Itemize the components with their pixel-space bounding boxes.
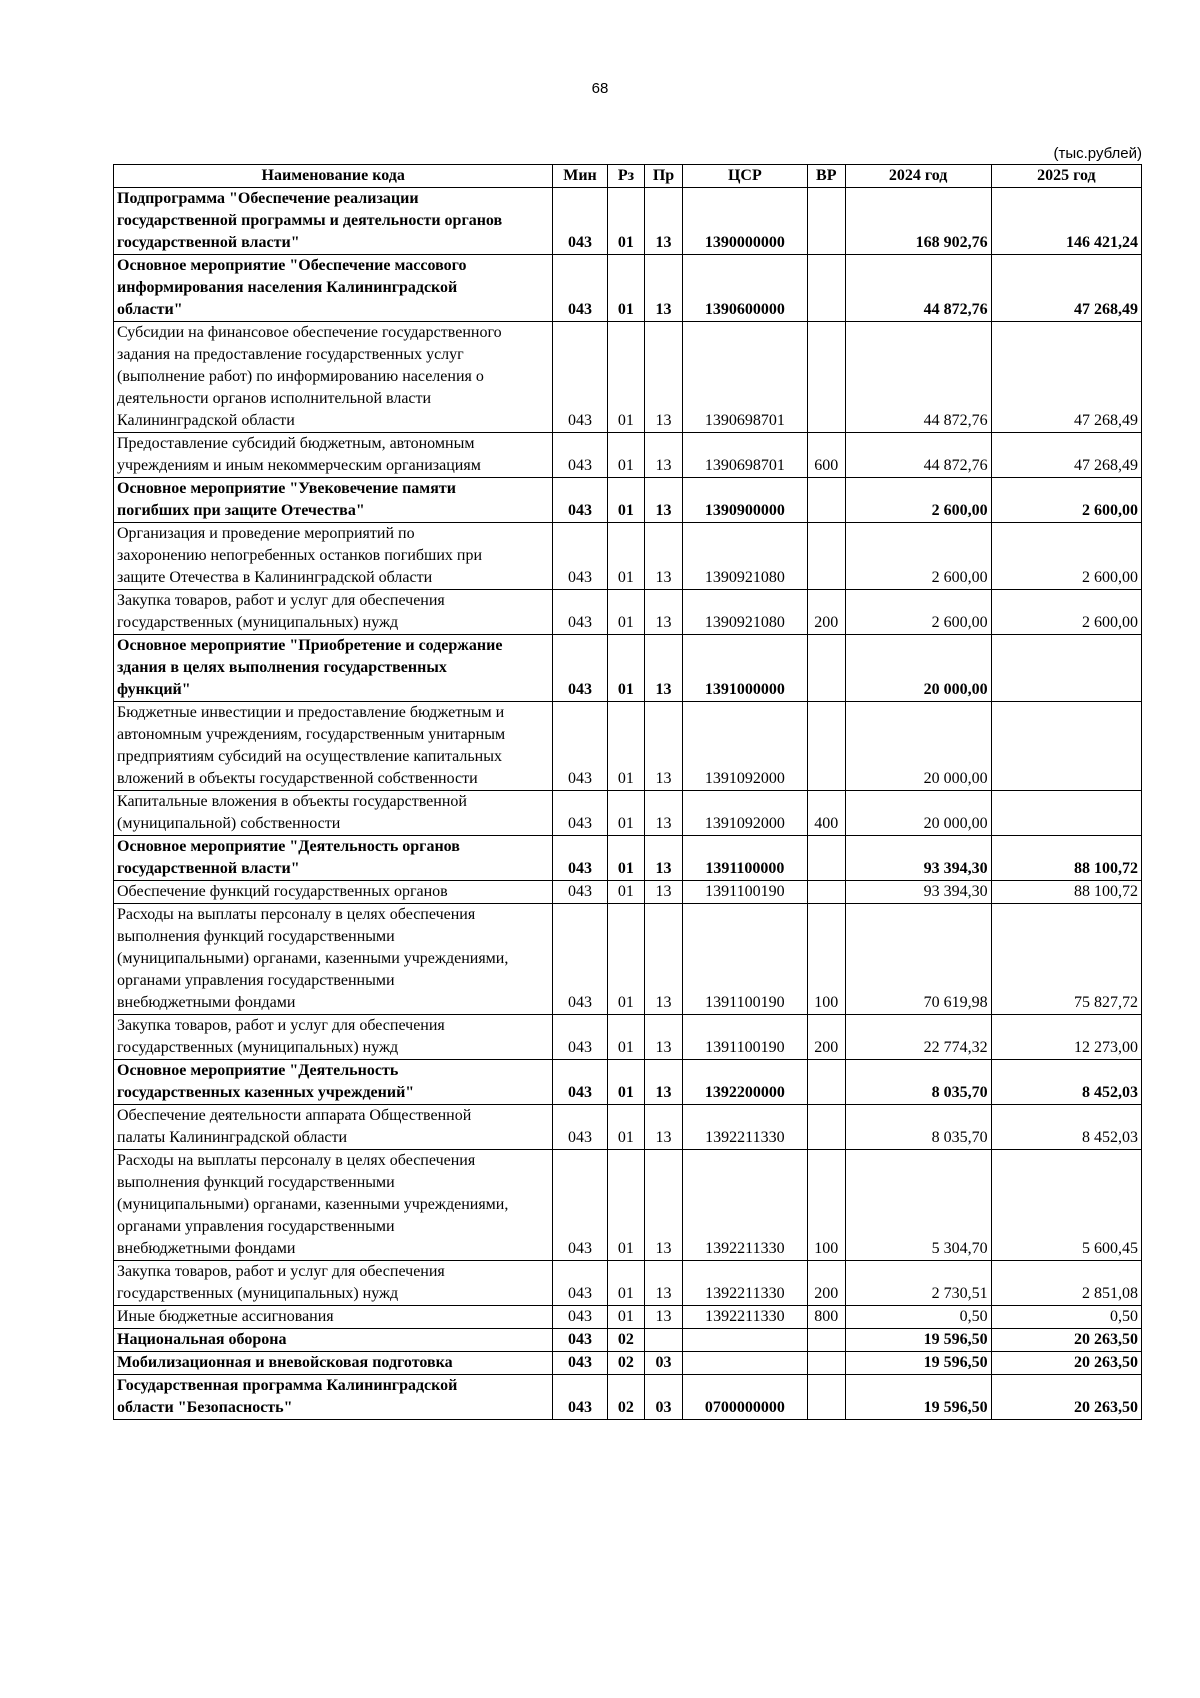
cell-name: Основное мероприятие "Увековечение памяти погибших при защите Отечества" [114, 478, 553, 523]
cell-pr: 13 [645, 188, 683, 255]
table-row [114, 881, 1142, 904]
cell-csr: 1391092000 [682, 702, 807, 791]
table-row [114, 904, 1142, 1015]
cell-2025: 8 452,03 [991, 1060, 1141, 1105]
cell-name: Организация и проведение мероприятий по захоронению непогребенных останков погибших при защите Отечества в Калининградской области [114, 523, 553, 590]
cell-pr: 13 [645, 836, 683, 881]
cell-2024: 5 304,70 [845, 1150, 991, 1261]
cell-vr: 400 [808, 791, 846, 836]
table-row [114, 188, 1142, 255]
cell-min: 043 [553, 1306, 607, 1329]
table-row [114, 635, 1142, 702]
cell-vr [808, 1375, 846, 1420]
table-row [114, 1375, 1142, 1420]
cell-vr: 600 [808, 433, 846, 478]
cell-min: 043 [553, 188, 607, 255]
budget-table [113, 164, 1142, 1420]
cell-csr: 1392211330 [682, 1105, 807, 1150]
cell-csr: 1390921080 [682, 523, 807, 590]
cell-2025 [991, 635, 1141, 702]
cell-name: Основное мероприятие "Приобретение и содержание здания в целях выполнения государственных функций" [114, 635, 553, 702]
cell-2024: 22 774,32 [845, 1015, 991, 1060]
cell-pr: 13 [645, 904, 683, 1015]
cell-csr: 1391000000 [682, 635, 807, 702]
cell-2024: 20 000,00 [845, 635, 991, 702]
cell-min: 043 [553, 1105, 607, 1150]
cell-2024: 8 035,70 [845, 1060, 991, 1105]
cell-name: Иные бюджетные ассигнования [114, 1306, 553, 1329]
cell-2024: 0,50 [845, 1306, 991, 1329]
cell-min: 043 [553, 635, 607, 702]
cell-2025: 75 827,72 [991, 904, 1141, 1015]
cell-pr: 03 [645, 1375, 683, 1420]
table-row [114, 590, 1142, 635]
cell-vr [808, 523, 846, 590]
cell-rz: 02 [607, 1352, 645, 1375]
cell-name: Государственная программа Калининградской области "Безопасность" [114, 1375, 553, 1420]
cell-2025: 5 600,45 [991, 1150, 1141, 1261]
cell-rz: 01 [607, 255, 645, 322]
cell-name: Мобилизационная и вневойсковая подготовка [114, 1352, 553, 1375]
cell-2024: 2 730,51 [845, 1261, 991, 1306]
cell-2024: 2 600,00 [845, 478, 991, 523]
cell-rz: 01 [607, 433, 645, 478]
cell-csr [682, 1352, 807, 1375]
cell-2024: 20 000,00 [845, 702, 991, 791]
cell-csr: 1390698701 [682, 433, 807, 478]
cell-rz: 01 [607, 791, 645, 836]
cell-2025: 12 273,00 [991, 1015, 1141, 1060]
cell-vr [808, 322, 846, 433]
table-row [114, 322, 1142, 433]
cell-rz: 01 [607, 1105, 645, 1150]
cell-rz: 01 [607, 836, 645, 881]
header-row [114, 165, 1142, 188]
cell-2025: 20 263,50 [991, 1329, 1141, 1352]
cell-name: Капитальные вложения в объекты государственной (муниципальной) собственности [114, 791, 553, 836]
table-row [114, 523, 1142, 590]
cell-2025: 88 100,72 [991, 881, 1141, 904]
cell-2025: 0,50 [991, 1306, 1141, 1329]
cell-pr: 13 [645, 881, 683, 904]
cell-min: 043 [553, 1261, 607, 1306]
cell-rz: 01 [607, 1261, 645, 1306]
cell-2025: 146 421,24 [991, 188, 1141, 255]
cell-2024: 70 619,98 [845, 904, 991, 1015]
cell-rz: 01 [607, 1306, 645, 1329]
cell-name: Расходы на выплаты персоналу в целях обеспечения выполнения функций государственными (муниципальными) органами, казенными учреждениями, органами управления государственными внебюджетными фондами [114, 1150, 553, 1261]
cell-2024: 19 596,50 [845, 1352, 991, 1375]
header-rz: Рз [607, 165, 645, 188]
table-row [114, 255, 1142, 322]
cell-csr: 1390600000 [682, 255, 807, 322]
cell-vr: 100 [808, 1150, 846, 1261]
cell-2025: 2 600,00 [991, 478, 1141, 523]
table-body [114, 188, 1142, 1420]
cell-pr [645, 1329, 683, 1352]
table-row [114, 1105, 1142, 1150]
cell-vr [808, 478, 846, 523]
cell-2025: 2 600,00 [991, 590, 1141, 635]
cell-rz: 01 [607, 702, 645, 791]
table-row [114, 1352, 1142, 1375]
cell-vr [808, 635, 846, 702]
cell-pr: 13 [645, 1105, 683, 1150]
header-vr: ВР [808, 165, 846, 188]
cell-name: Национальная оборона [114, 1329, 553, 1352]
header-min: Мин [553, 165, 607, 188]
cell-csr: 1392211330 [682, 1306, 807, 1329]
cell-pr: 13 [645, 1261, 683, 1306]
cell-2024: 93 394,30 [845, 881, 991, 904]
table-row [114, 1015, 1142, 1060]
cell-min: 043 [553, 1375, 607, 1420]
table-row [114, 702, 1142, 791]
cell-min: 043 [553, 881, 607, 904]
cell-rz: 01 [607, 478, 645, 523]
cell-rz: 01 [607, 904, 645, 1015]
cell-pr: 13 [645, 1306, 683, 1329]
cell-csr: 1391100190 [682, 904, 807, 1015]
cell-min: 043 [553, 836, 607, 881]
cell-2024: 44 872,76 [845, 322, 991, 433]
cell-name: Основное мероприятие "Деятельность органов государственной власти" [114, 836, 553, 881]
header-2025: 2025 год [991, 165, 1141, 188]
units-label: (тыс.рублей) [1053, 145, 1142, 162]
cell-min: 043 [553, 590, 607, 635]
cell-vr: 800 [808, 1306, 846, 1329]
cell-vr [808, 1329, 846, 1352]
cell-pr: 13 [645, 590, 683, 635]
cell-min: 043 [553, 791, 607, 836]
cell-pr: 13 [645, 523, 683, 590]
cell-csr: 1391100190 [682, 881, 807, 904]
cell-2024: 19 596,50 [845, 1329, 991, 1352]
cell-2024: 168 902,76 [845, 188, 991, 255]
cell-name: Обеспечение функций государственных органов [114, 881, 553, 904]
cell-pr: 13 [645, 433, 683, 478]
cell-pr: 13 [645, 635, 683, 702]
cell-2024: 2 600,00 [845, 590, 991, 635]
cell-name: Субсидии на финансовое обеспечение государственного задания на предоставление государственных услуг (выполнение работ) по информированию населения о деятельности органов исполнительной власти Калининградской области [114, 322, 553, 433]
cell-rz: 01 [607, 635, 645, 702]
cell-rz: 01 [607, 188, 645, 255]
cell-vr [808, 1060, 846, 1105]
table-row [114, 433, 1142, 478]
cell-csr: 1390900000 [682, 478, 807, 523]
cell-name: Расходы на выплаты персоналу в целях обеспечения выполнения функций государственными (муниципальными) органами, казенными учреждениями, органами управления государственными внебюджетными фондами [114, 904, 553, 1015]
cell-pr: 13 [645, 702, 683, 791]
cell-2025 [991, 791, 1141, 836]
cell-2025: 88 100,72 [991, 836, 1141, 881]
cell-csr: 1392200000 [682, 1060, 807, 1105]
cell-2024: 93 394,30 [845, 836, 991, 881]
table-row [114, 836, 1142, 881]
table-row [114, 1329, 1142, 1352]
header-2024: 2024 год [845, 165, 991, 188]
cell-csr: 1390000000 [682, 188, 807, 255]
cell-min: 043 [553, 1150, 607, 1261]
cell-name: Закупка товаров, работ и услуг для обеспечения государственных (муниципальных) нужд [114, 1015, 553, 1060]
cell-min: 043 [553, 523, 607, 590]
cell-vr: 200 [808, 1015, 846, 1060]
cell-2024: 2 600,00 [845, 523, 991, 590]
cell-csr: 1391100190 [682, 1015, 807, 1060]
cell-min: 043 [553, 322, 607, 433]
cell-vr [808, 702, 846, 791]
cell-vr [808, 255, 846, 322]
table-row [114, 1306, 1142, 1329]
cell-pr: 03 [645, 1352, 683, 1375]
cell-rz: 02 [607, 1375, 645, 1420]
cell-min: 043 [553, 1015, 607, 1060]
cell-2025 [991, 702, 1141, 791]
cell-2024: 44 872,76 [845, 255, 991, 322]
cell-2025: 2 851,08 [991, 1261, 1141, 1306]
cell-min: 043 [553, 1329, 607, 1352]
cell-2025: 20 263,50 [991, 1352, 1141, 1375]
header-csr: ЦСР [682, 165, 807, 188]
cell-2025: 47 268,49 [991, 322, 1141, 433]
cell-name: Закупка товаров, работ и услуг для обеспечения государственных (муниципальных) нужд [114, 1261, 553, 1306]
cell-name: Основное мероприятие "Деятельность государственных казенных учреждений" [114, 1060, 553, 1105]
cell-name: Обеспечение деятельности аппарата Общественной палаты Калининградской области [114, 1105, 553, 1150]
cell-2025: 20 263,50 [991, 1375, 1141, 1420]
cell-csr: 0700000000 [682, 1375, 807, 1420]
table-row [114, 478, 1142, 523]
cell-min: 043 [553, 702, 607, 791]
cell-2024: 19 596,50 [845, 1375, 991, 1420]
cell-vr [808, 1105, 846, 1150]
cell-csr: 1392211330 [682, 1150, 807, 1261]
cell-vr: 100 [808, 904, 846, 1015]
cell-vr [808, 836, 846, 881]
cell-2025: 47 268,49 [991, 433, 1141, 478]
cell-2025: 47 268,49 [991, 255, 1141, 322]
cell-pr: 13 [645, 322, 683, 433]
header-pr: Пр [645, 165, 683, 188]
cell-min: 043 [553, 433, 607, 478]
cell-rz: 01 [607, 1150, 645, 1261]
table-row [114, 1150, 1142, 1261]
table-row [114, 791, 1142, 836]
cell-rz: 01 [607, 1060, 645, 1105]
cell-csr: 1391092000 [682, 791, 807, 836]
cell-min: 043 [553, 904, 607, 1015]
cell-csr: 1390698701 [682, 322, 807, 433]
cell-name: Бюджетные инвестиции и предоставление бюджетным и автономным учреждениям, государственным унитарным предприятиям субсидий на осуществление капитальных вложений в объекты государственной собственности [114, 702, 553, 791]
table-row [114, 1261, 1142, 1306]
cell-pr: 13 [645, 1015, 683, 1060]
cell-csr: 1392211330 [682, 1261, 807, 1306]
cell-rz: 02 [607, 1329, 645, 1352]
cell-min: 043 [553, 1352, 607, 1375]
cell-rz: 01 [607, 322, 645, 433]
cell-vr [808, 881, 846, 904]
cell-pr: 13 [645, 791, 683, 836]
cell-name: Подпрограмма "Обеспечение реализации государственной программы и деятельности органов государственной власти" [114, 188, 553, 255]
cell-vr [808, 188, 846, 255]
cell-rz: 01 [607, 523, 645, 590]
cell-vr: 200 [808, 1261, 846, 1306]
cell-pr: 13 [645, 478, 683, 523]
header-name: Наименование кода [114, 165, 553, 188]
cell-2024: 44 872,76 [845, 433, 991, 478]
cell-csr [682, 1329, 807, 1352]
cell-2025: 8 452,03 [991, 1105, 1141, 1150]
cell-2024: 20 000,00 [845, 791, 991, 836]
table-row [114, 1060, 1142, 1105]
cell-csr: 1390921080 [682, 590, 807, 635]
cell-pr: 13 [645, 1150, 683, 1261]
cell-vr: 200 [808, 590, 846, 635]
cell-min: 043 [553, 1060, 607, 1105]
cell-2024: 8 035,70 [845, 1105, 991, 1150]
cell-vr [808, 1352, 846, 1375]
cell-2025: 2 600,00 [991, 523, 1141, 590]
cell-pr: 13 [645, 1060, 683, 1105]
cell-rz: 01 [607, 1015, 645, 1060]
cell-name: Основное мероприятие "Обеспечение массового информирования населения Калининградской области" [114, 255, 553, 322]
cell-min: 043 [553, 255, 607, 322]
cell-csr: 1391100000 [682, 836, 807, 881]
cell-name: Предоставление субсидий бюджетным, автономным учреждениям и иным некоммерческим организациям [114, 433, 553, 478]
cell-rz: 01 [607, 590, 645, 635]
page-number: 68 [591, 80, 609, 97]
cell-name: Закупка товаров, работ и услуг для обеспечения государственных (муниципальных) нужд [114, 590, 553, 635]
cell-rz: 01 [607, 881, 645, 904]
cell-min: 043 [553, 478, 607, 523]
cell-pr: 13 [645, 255, 683, 322]
